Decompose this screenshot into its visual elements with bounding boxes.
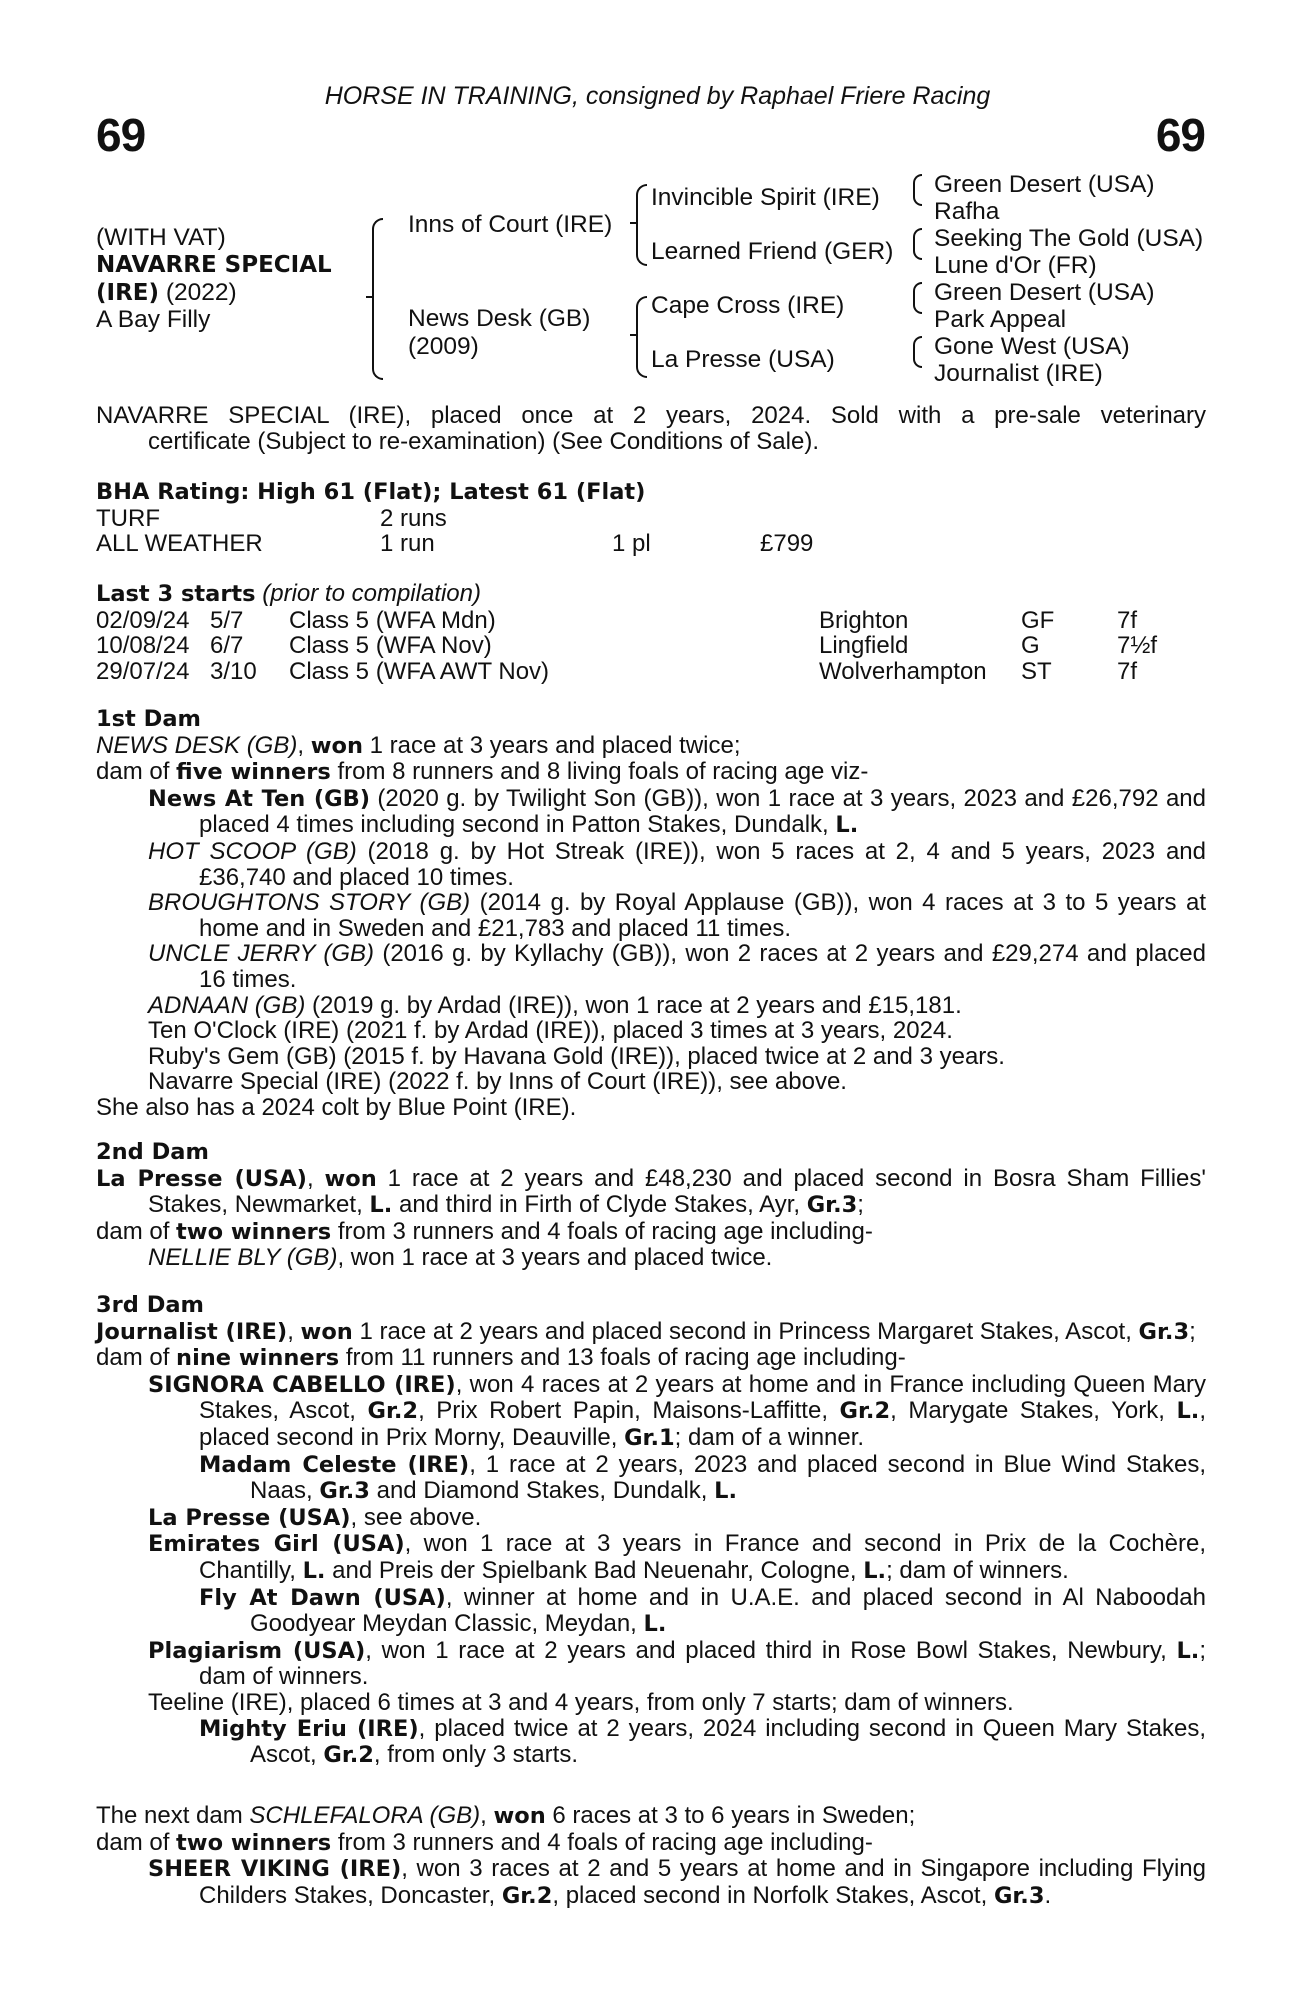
text: , placed second in Norfolk Stakes, Ascot, (552, 1881, 994, 1909)
pedigree-dam-dam: La Presse (USA) (651, 346, 835, 373)
pedigree-brace-main (372, 218, 383, 380)
first-dam-record: 1 race at 3 years and placed twice; (362, 731, 741, 759)
next-dam-section (96, 1803, 1206, 1909)
produce-teeline: Teeline (IRE), placed 6 times at 3 and 4 years, from only 7 starts; dam of winners. (148, 1688, 1014, 1716)
produce-name: La Presse (USA) (148, 1504, 351, 1531)
horse-description: A Bay Filly (96, 306, 211, 333)
listed-mark: L. (714, 1478, 738, 1505)
pedigree-brace-g1 (913, 174, 922, 206)
group-mark: Gr.2 (323, 1742, 374, 1769)
produce-emirates-girl (96, 1531, 1206, 1584)
text: , Marygate Stakes, York, (890, 1397, 1177, 1425)
rating-heading: BHA Rating: High 61 (Flat); Latest 61 (Flat) (96, 479, 646, 505)
produce-madam-celeste (96, 1452, 1206, 1505)
text: , won 1 race at 2 years and placed third in Rose Bowl Stakes, Newbury, (365, 1636, 1177, 1664)
text: dam of (96, 758, 177, 786)
produce-uncle-jerry (96, 941, 1206, 992)
text: (2020 g. by Twilight Son (GB)), won 1 race at 3 years, 2023 and £26,792 and placed 4 times including second in Patton Stakes, Dundalk, (199, 784, 1206, 839)
start-pos: 5/7 (210, 606, 244, 634)
produce-name: SIGNORA CABELLO (IRE) (148, 1371, 456, 1398)
produce-name: Emirates Girl (USA) (148, 1531, 405, 1558)
start-going: GF (1021, 606, 1055, 634)
text: from 3 runners and 4 foals of racing age including- (331, 1217, 873, 1245)
third-dam-section (96, 1293, 1206, 1769)
text: and Preis der Spielbank Bad Neuenahr, Cologne, (325, 1556, 864, 1584)
text: dam of (96, 1828, 177, 1856)
first-dam-produce-line (96, 759, 1206, 786)
page-header-title: HORSE IN TRAINING, consigned by Raphael Friere Racing (324, 82, 991, 110)
next-dam-name: SCHLEFALORA (GB) (249, 1802, 481, 1829)
start-going: G (1021, 632, 1040, 660)
produce-name: Fly At Dawn (USA) (199, 1584, 446, 1611)
produce-name: UNCLE JERRY (GB) (148, 940, 375, 968)
text: 1 race at 2 years and £48,230 and placed second in Bosra Sham Fillies' Stakes, Newmarket, (148, 1164, 1206, 1219)
group-mark: Gr.3 (319, 1478, 370, 1505)
last-starts-table (96, 608, 1206, 685)
start-dist: 7½f (1117, 632, 1158, 660)
start-going: ST (1021, 657, 1052, 685)
pedigree-vat: (WITH VAT) (96, 224, 226, 251)
third-dam-winners: nine winners (176, 1345, 340, 1372)
text: 6 races at 3 to 6 years in Sweden; (545, 1802, 916, 1829)
pedigree-g3-7: Gone West (USA) (934, 333, 1130, 360)
start-course: Lingfield (819, 632, 909, 660)
third-dam-won: won (300, 1318, 353, 1345)
text: , from only 3 starts. (373, 1741, 578, 1769)
pedigree-horse-name (96, 251, 332, 279)
last-starts-note: (prior to compilation) (262, 580, 481, 607)
text: from 11 runners and 13 foals of racing age including- (339, 1344, 906, 1372)
produce-mighty-eriu (96, 1716, 1206, 1769)
pedigree-brace-main-tip (366, 296, 374, 298)
first-dam-won: won (310, 732, 363, 759)
text: 1 race at 2 years and placed second in Princess Margaret Stakes, Ascot, (352, 1317, 1139, 1345)
pedigree-sire-sire: Invincible Spirit (IRE) (651, 184, 880, 211)
rating-section (96, 480, 1206, 557)
next-dam-winners: two winners (176, 1829, 332, 1856)
second-dam-winners: two winners (176, 1218, 332, 1245)
group-mark: Gr.1 (624, 1424, 675, 1451)
listed-mark: L. (863, 1557, 887, 1584)
lot-number-right: 69 (1155, 109, 1205, 161)
produce-hot-scoop (96, 839, 1206, 890)
aw-runs: 1 run (380, 530, 435, 558)
listed-mark: L. (643, 1611, 667, 1638)
group-mark: Gr.3 (806, 1192, 858, 1219)
intro-line-2: certificate (Subject to re-examination) (See Conditions of Sale). (148, 427, 819, 455)
produce-fly-at-dawn (96, 1585, 1206, 1638)
produce-name: Plagiarism (USA) (148, 1637, 366, 1664)
text: (2019 g. by Ardad (IRE)), won 1 race at 2 years and £15,181. (305, 991, 962, 1019)
produce-nellie-bly (96, 1245, 1206, 1271)
listed-mark: L. (835, 812, 859, 839)
start-row (96, 608, 1206, 634)
rating-aw-row (96, 531, 1206, 557)
text: from 3 runners and 4 foals of racing age including- (331, 1828, 873, 1856)
produce-name: News At Ten (GB) (148, 785, 370, 812)
pedigree-dam-sire: Cape Cross (IRE) (651, 292, 845, 319)
pedigree-brace-g2 (913, 228, 922, 260)
first-dam-line: NEWS DESK (GB), won 1 race at 3 years and placed twice; (96, 731, 741, 759)
group-mark: Gr.2 (839, 1398, 891, 1425)
third-dam-heading: 3rd Dam (96, 1292, 204, 1318)
start-pos: 6/7 (210, 632, 244, 660)
start-date: 29/07/24 (96, 657, 190, 685)
text: , placed twice at 2 years, 2024 including second in Queen Mary Stakes, Ascot, (250, 1714, 1206, 1769)
second-dam-heading: 2nd Dam (96, 1139, 209, 1165)
pedigree-brace-sire (636, 184, 647, 266)
pedigree-sire-dam: Learned Friend (GER) (651, 238, 894, 265)
first-dam-winners: five winners (176, 759, 331, 786)
start-course: Wolverhampton (819, 657, 987, 685)
start-race: Class 5 (WFA Mdn) (289, 606, 496, 634)
text: and Diamond Stakes, Dundalk, (369, 1477, 715, 1505)
pedigree-brace-dam-tip (630, 334, 638, 336)
produce-name: NELLIE BLY (GB) (148, 1244, 338, 1272)
lot-number-left: 69 (96, 109, 146, 161)
rating-turf-row (96, 506, 1206, 532)
text: , won 4 races at 2 years at home and in France including Queen Mary Stakes, Ascot, (199, 1370, 1206, 1425)
pedigree-dam-year: (2009) (408, 333, 479, 360)
first-dam-name: NEWS DESK (GB) (96, 731, 298, 759)
text: , see above. (350, 1503, 482, 1531)
pedigree-g3-2: Rafha (934, 198, 1000, 225)
produce-name: HOT SCOOP (GB) (148, 837, 357, 865)
produce-la-presse (96, 1505, 1206, 1532)
group-mark: Gr.2 (367, 1398, 419, 1425)
second-dam-line: La Presse (USA), won 1 race at 2 years and £48,230 and placed second in Bosra Sham Fillies' Stakes, Newmarket, L. and third in Firth of Clyde Stakes, Ayr, Gr.3; (96, 1164, 1206, 1219)
text: , won 3 races at 2 and 5 years at home and in Singapore including Flying Childers Stakes, Doncaster, (199, 1855, 1207, 1909)
aw-placed: 1 pl (612, 530, 651, 558)
text: , won 1 race at 3 years in France and second in Prix de la Cochère, Chantilly, (199, 1530, 1206, 1584)
pedigree-dam: News Desk (GB) (408, 305, 591, 332)
pedigree-horse-name-2 (96, 279, 237, 307)
turf-runs: 2 runs (380, 504, 447, 532)
produce-sheer-viking: SHEER VIKING (IRE), won 3 races at 2 and 5 years at home and in Singapore including Flying Childers Stakes, Doncaster, Gr.2, placed second in Norfolk Stakes, Ascot, Gr.3. (148, 1855, 1207, 1909)
pedigree-g3-5: Green Desert (USA) (934, 279, 1155, 306)
produce-name: SHEER VIKING (IRE) (148, 1856, 402, 1883)
aw-label: ALL WEATHER (96, 530, 263, 558)
next-dam-won: won (493, 1803, 546, 1829)
pedigree-brace-g3 (913, 282, 922, 314)
start-dist: 7f (1117, 606, 1138, 634)
turf-label: TURF (96, 504, 160, 532)
pedigree-sire: Inns of Court (IRE) (408, 211, 613, 238)
produce-name: ADNAAN (GB) (148, 991, 306, 1019)
text: (2018 g. by Hot Streak (IRE)), won 5 races at 2, 4 and 5 years, 2023 and £36,740 and placed 10 times. (199, 837, 1206, 891)
text: dam of (96, 1344, 177, 1372)
pedigree-g3-3: Seeking The Gold (USA) (934, 225, 1204, 252)
pedigree-g3-4: Lune d'Or (FR) (934, 252, 1097, 279)
horse-name-line1: NAVARRE SPECIAL (96, 252, 332, 278)
group-mark: Gr.3 (1138, 1318, 1190, 1345)
listed-mark: L. (302, 1557, 326, 1584)
text: and third in Firth of Clyde Stakes, Ayr, (392, 1191, 807, 1219)
produce-name: BROUGHTONS STORY (GB) (148, 889, 471, 917)
listed-mark: L. (369, 1192, 393, 1219)
intro-line-1: NAVARRE SPECIAL (IRE), placed once at 2 years, 2024. Sold with a pre-sale veterinary (96, 402, 1206, 429)
pedigree-brace-sire-tip (630, 222, 638, 224)
next-dam-line: The next dam SCHLEFALORA (GB), won 6 races at 3 to 6 years in Sweden; (96, 1802, 916, 1829)
first-dam-heading: 1st Dam (96, 706, 201, 732)
pedigree-g3-8: Journalist (IRE) (934, 360, 1103, 387)
second-dam-produce-line (96, 1219, 1206, 1246)
second-dam-name: La Presse (USA) (96, 1165, 307, 1192)
start-date: 02/09/24 (96, 606, 190, 634)
group-mark: Gr.3 (993, 1882, 1045, 1909)
intro-paragraph (96, 403, 1206, 454)
second-dam-won: won (324, 1165, 377, 1192)
produce-plagiarism (96, 1638, 1206, 1690)
start-date: 10/08/24 (96, 632, 190, 660)
start-pos: 3/10 (210, 657, 257, 685)
start-race: Class 5 (WFA Nov) (289, 632, 492, 660)
text: ; dam of winners. (199, 1636, 1206, 1691)
third-dam-line: Journalist (IRE), won 1 race at 2 years and placed second in Princess Margaret Stakes, Ascot, Gr.3; (96, 1317, 1196, 1345)
listed-mark: L. (1176, 1637, 1200, 1664)
pedigree-brace-g4 (913, 336, 922, 368)
pedigree-brace-dam (636, 296, 647, 378)
text: from 8 runners and 8 living foals of racing age viz- (330, 758, 869, 786)
start-row (96, 633, 1206, 659)
produce-rubys-gem: Ruby's Gem (GB) (2015 f. by Havana Gold (IRE)), placed twice at 2 and 3 years. (148, 1042, 1005, 1070)
pedigree-g3-1: Green Desert (USA) (934, 171, 1155, 198)
start-course: Brighton (819, 606, 909, 634)
third-dam-name: Journalist (IRE) (96, 1318, 288, 1345)
start-dist: 7f (1117, 657, 1138, 685)
text: , won 1 race at 3 years and placed twice. (337, 1244, 773, 1272)
first-dam-section (96, 707, 1206, 1121)
text: ; dam of a winner. (674, 1423, 865, 1451)
listed-mark: L. (1176, 1398, 1200, 1425)
last-starts-heading (96, 581, 1206, 608)
produce-name: Madam Celeste (IRE) (199, 1451, 470, 1478)
horse-year: (2022) (159, 279, 237, 306)
last-starts-title: Last 3 starts (96, 581, 256, 607)
third-dam-produce-line (96, 1345, 1206, 1372)
text: ; dam of winners. (886, 1556, 1069, 1584)
group-mark: Gr.2 (501, 1882, 553, 1909)
produce-news-at-ten (96, 786, 1206, 839)
produce-2024-colt: She also has a 2024 colt by Blue Point (IRE). (96, 1093, 577, 1121)
next-dam-produce-line (96, 1830, 1206, 1857)
start-row (96, 659, 1206, 685)
produce-navarre-special: Navarre Special (IRE) (2022 f. by Inns of Court (IRE)), see above. (148, 1068, 847, 1096)
text: dam of (96, 1217, 177, 1245)
text: , placed second in Prix Morny, Deauville, (199, 1397, 1206, 1451)
produce-name: Mighty Eriu (IRE) (199, 1715, 419, 1742)
pedigree-g3-6: Park Appeal (934, 306, 1067, 333)
text: , 1 race at 2 years, 2023 and placed second in Blue Wind Stakes, Naas, (250, 1450, 1206, 1505)
text: , Prix Robert Papin, Maisons-Laffitte, (418, 1397, 840, 1425)
text: (2016 g. by Kyllachy (GB)), won 2 races at 2 years and £29,274 and placed 16 times. (199, 940, 1206, 993)
text: , winner at home and in U.A.E. and placed second in Al Naboodah Goodyear Meydan Classic, Meydan, (250, 1583, 1206, 1638)
produce-broughtons-story (96, 890, 1206, 941)
text: The next dam (96, 1802, 250, 1829)
last-starts-section (96, 581, 1206, 684)
produce-ten-oclock: Ten O'Clock (IRE) (2021 f. by Ardad (IRE)), placed 3 times at 3 years, 2024. (148, 1017, 953, 1045)
start-race: Class 5 (WFA AWT Nov) (289, 657, 550, 685)
horse-name-suffix: (IRE) (96, 280, 160, 306)
produce-adnaan (96, 993, 1206, 1019)
aw-prize: £799 (760, 530, 814, 558)
text: (2014 g. by Royal Applause (GB)), won 4 races at 3 to 5 years at home and in Sweden and £21,783 and placed 11 times. (199, 889, 1206, 942)
second-dam-section (96, 1140, 1206, 1271)
produce-signora-cabello (96, 1372, 1206, 1452)
